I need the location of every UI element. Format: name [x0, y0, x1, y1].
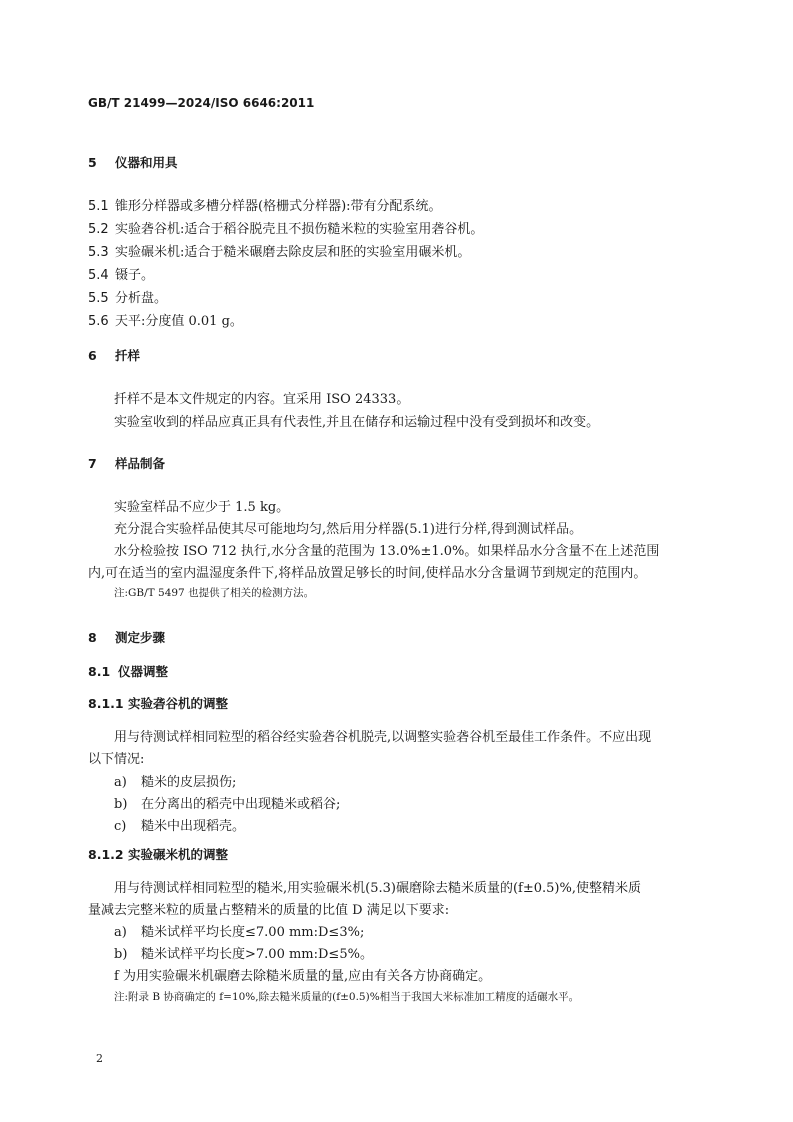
- section-8-heading: [88, 628, 165, 646]
- subsection-number: 8.1: [88, 664, 111, 679]
- item-text: 镊子。: [115, 268, 155, 283]
- list-label: a): [114, 925, 127, 940]
- subsection-8-1-2-heading: [88, 845, 228, 863]
- list-label: b): [114, 947, 128, 962]
- paragraph: 扦样不是本文件规定的内容。宜采用 ISO 24333。: [114, 392, 410, 407]
- paragraph: 用与待测试样相同粒型的稻谷经实验砻谷机脱壳,以调整实验砻谷机至最佳工作条件。不应出现: [114, 730, 652, 745]
- item-text: 实验砻谷机:适合于稻谷脱壳且不损伤糙米粒的实验室用砻谷机。: [115, 222, 484, 237]
- list-item: [114, 921, 364, 940]
- section-number: 7: [88, 456, 97, 471]
- section-5-heading: [88, 153, 178, 171]
- list-text: 糙米试样平均长度>7.00 mm:D≤5%。: [141, 947, 373, 962]
- item-text: 天平:分度值 0.01 g。: [115, 314, 243, 329]
- subsection-8-1-heading: [88, 662, 168, 680]
- subsection-title: 实验碾米机的调整: [128, 847, 229, 862]
- section-number: 5: [88, 155, 97, 170]
- standard-code-header: GB/T 21499—2024/ISO 6646:2011: [88, 96, 315, 110]
- section-6-heading: [88, 346, 140, 364]
- note: 注:附录 B 协商确定的 f=10%,除去糙米质量的(f±0.5)%相当于我国大米标准加工精度的适碾水平。: [114, 991, 580, 1003]
- list-item: [114, 815, 245, 834]
- item-text: 实验碾米机:适合于糙米碾磨去除皮层和胚的实验室用碾米机。: [115, 245, 471, 260]
- paragraph-continuation: 内,可在适当的室内温湿度条件下,将样品放置足够长的时间,使样品水分含量调节到规定的范围内。: [88, 566, 647, 581]
- list-item: [114, 943, 373, 962]
- section-number: 6: [88, 348, 97, 363]
- section-7-heading: [88, 454, 165, 472]
- paragraph: 实验室收到的样品应真正具有代表性,并且在储存和运输过程中没有受到损坏和改变。: [114, 415, 600, 430]
- section-number: 8: [88, 630, 97, 645]
- list-text: 糙米试样平均长度≤7.00 mm:D≤3%;: [141, 925, 365, 940]
- section-title: 样品制备: [115, 456, 166, 471]
- item-5-1: [88, 195, 442, 214]
- item-number: 5.3: [88, 245, 109, 260]
- subsection-title: 实验砻谷机的调整: [128, 696, 229, 711]
- paragraph: f 为用实验碾米机碾磨去除糙米质量的量,应由有关各方协商确定。: [114, 969, 492, 984]
- page-number: 2: [96, 1052, 103, 1065]
- item-5-5: [88, 287, 167, 306]
- item-number: 5.1: [88, 199, 109, 214]
- list-text: 糙米的皮层损伤;: [141, 775, 237, 790]
- paragraph: 用与待测试样相同粒型的糙米,用实验碾米机(5.3)碾磨除去糙米质量的(f±0.5)%,使整精米质: [114, 881, 641, 896]
- item-5-3: [88, 241, 470, 260]
- item-text: 分析盘。: [115, 291, 168, 306]
- paragraph: 充分混合实验样品使其尽可能地均匀,然后用分样器(5.1)进行分样,得到测试样品。: [114, 522, 583, 537]
- section-title: 测定步骤: [115, 630, 166, 645]
- subsection-title: 仪器调整: [118, 664, 169, 679]
- list-label: b): [114, 797, 128, 812]
- item-number: 5.2: [88, 222, 109, 237]
- list-item: [114, 793, 340, 812]
- paragraph: 实验室样品不应少于 1.5 kg。: [114, 500, 290, 515]
- section-title: 仪器和用具: [115, 155, 178, 170]
- subsection-number: 8.1.2: [88, 847, 124, 862]
- list-text: 在分离出的稻壳中出现糙米或稻谷;: [141, 797, 341, 812]
- item-5-6: [88, 310, 243, 329]
- item-5-2: [88, 218, 483, 237]
- list-item: [114, 771, 236, 790]
- item-number: 5.6: [88, 314, 109, 329]
- paragraph-continuation: 以下情况:: [88, 752, 145, 767]
- subsection-8-1-1-heading: [88, 694, 228, 712]
- note: 注:GB/T 5497 也提供了相关的检测方法。: [114, 587, 315, 599]
- list-label: a): [114, 775, 127, 790]
- subsection-number: 8.1.1: [88, 696, 124, 711]
- item-text: 锥形分样器或多槽分样器(格栅式分样器):带有分配系统。: [115, 199, 442, 214]
- item-number: 5.4: [88, 268, 109, 283]
- item-5-4: [88, 264, 154, 283]
- list-text: 糙米中出现稻壳。: [141, 819, 246, 834]
- paragraph: 水分检验按 ISO 712 执行,水分含量的范围为 13.0%±1.0%。如果样品水分含量不在上述范围: [114, 544, 660, 559]
- list-label: c): [114, 819, 127, 834]
- item-number: 5.5: [88, 291, 109, 306]
- paragraph-continuation: 量减去完整米粒的质量占整精米的质量的比值 D 满足以下要求:: [88, 903, 450, 918]
- section-title: 扦样: [115, 348, 141, 363]
